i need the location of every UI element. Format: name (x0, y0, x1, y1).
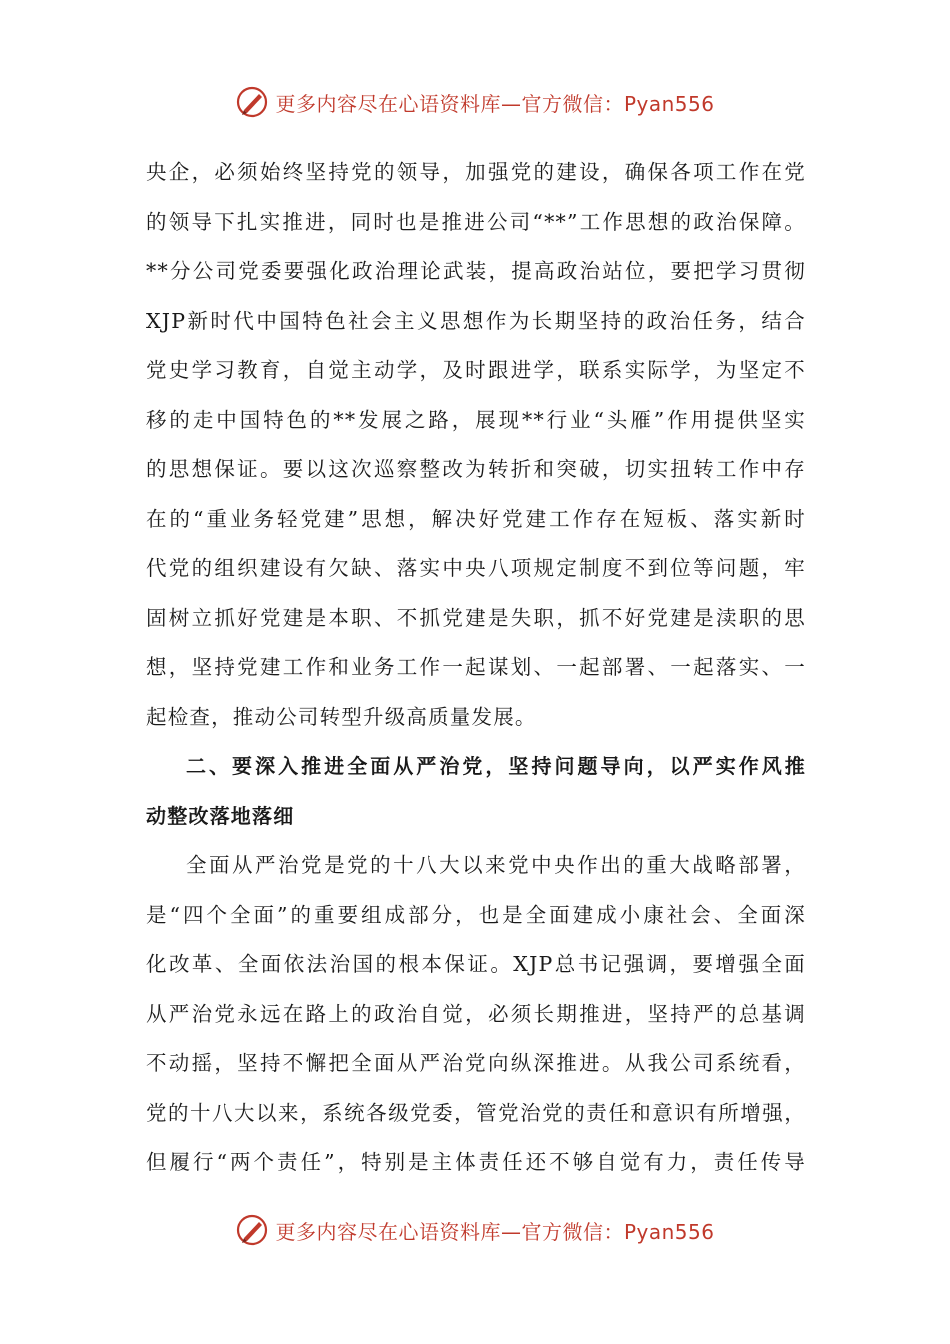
section-heading: 动整改落地落细 (146, 803, 295, 828)
header-watermark-banner (0, 82, 950, 122)
text-line: 党的十八大以来，系统各级党委，管党治党的责任和意识有所增强， (146, 1100, 806, 1125)
text-line: 全面从严治党是党的十八大以来党中央作出的重大战略部署， (186, 853, 806, 877)
header-watermark-text: 更多内容尽在心语资料库—官方微信：Pyan556 (275, 91, 715, 116)
footer-watermark-banner (0, 1210, 950, 1250)
text-line: 从严治党永远在路上的政治自觉，必须长期推进，坚持严的总基调 (146, 1001, 806, 1026)
text-line: 在的“重业务轻党建”思想，解决好党建工作存在短板、落实新时 (146, 506, 806, 531)
text-line: 想，坚持党建工作和业务工作一起谋划、一起部署、一起落实、一 (146, 655, 806, 679)
text-line: 的领导下扎实推进，同时也是推进公司“**”工作思想的政治保障。 (146, 209, 806, 234)
text-line: 央企，必须始终坚持党的领导，加强党的建设，确保各项工作在党 (146, 160, 806, 184)
document-body (146, 148, 806, 1188)
footer-watermark-text: 更多内容尽在心语资料库—官方微信：Pyan556 (275, 1219, 715, 1244)
text-line: 是“四个全面”的重要组成部分，也是全面建成小康社会、全面深 (146, 902, 806, 927)
text-line: 不动摇，坚持不懈把全面从严治党向纵深推进。从我公司系统看， (146, 1051, 806, 1075)
text-line: 化改革、全面依法治国的根本保证。XJP总书记强调，要增强全面 (146, 952, 806, 976)
text-line: XJP新时代中国特色社会主义思想作为长期坚持的政治任务，结合 (146, 308, 806, 333)
text-line: 固树立抓好党建是本职、不抓党建是失职，抓不好党建是渎职的思 (146, 605, 806, 630)
pen-logo-icon (235, 85, 269, 119)
text-line: **分公司党委要强化政治理论武装，提高政治站位，要把学习贯彻 (146, 259, 806, 283)
text-line: 党史学习教育，自觉主动学，及时跟进学，联系实际学，为坚定不 (146, 358, 806, 382)
text-line: 移的走中国特色的**发展之路，展现**行业“头雁”作用提供坚实 (146, 407, 806, 432)
text-line: 的思想保证。要以这次巡察整改为转折和突破，切实扭转工作中存 (146, 457, 806, 481)
section-heading: 二、要深入推进全面从严治党，坚持问题导向，以严实作风推 (186, 754, 806, 778)
pen-logo-icon (235, 1213, 269, 1247)
text-line: 代党的组织建设有欠缺、落实中央八项规定制度不到位等问题，牢 (146, 556, 806, 580)
text-line: 起检查，推动公司转型升级高质量发展。 (146, 704, 537, 729)
text-line: 但履行“两个责任”，特别是主体责任还不够自觉有力，责任传导 (146, 1150, 806, 1174)
